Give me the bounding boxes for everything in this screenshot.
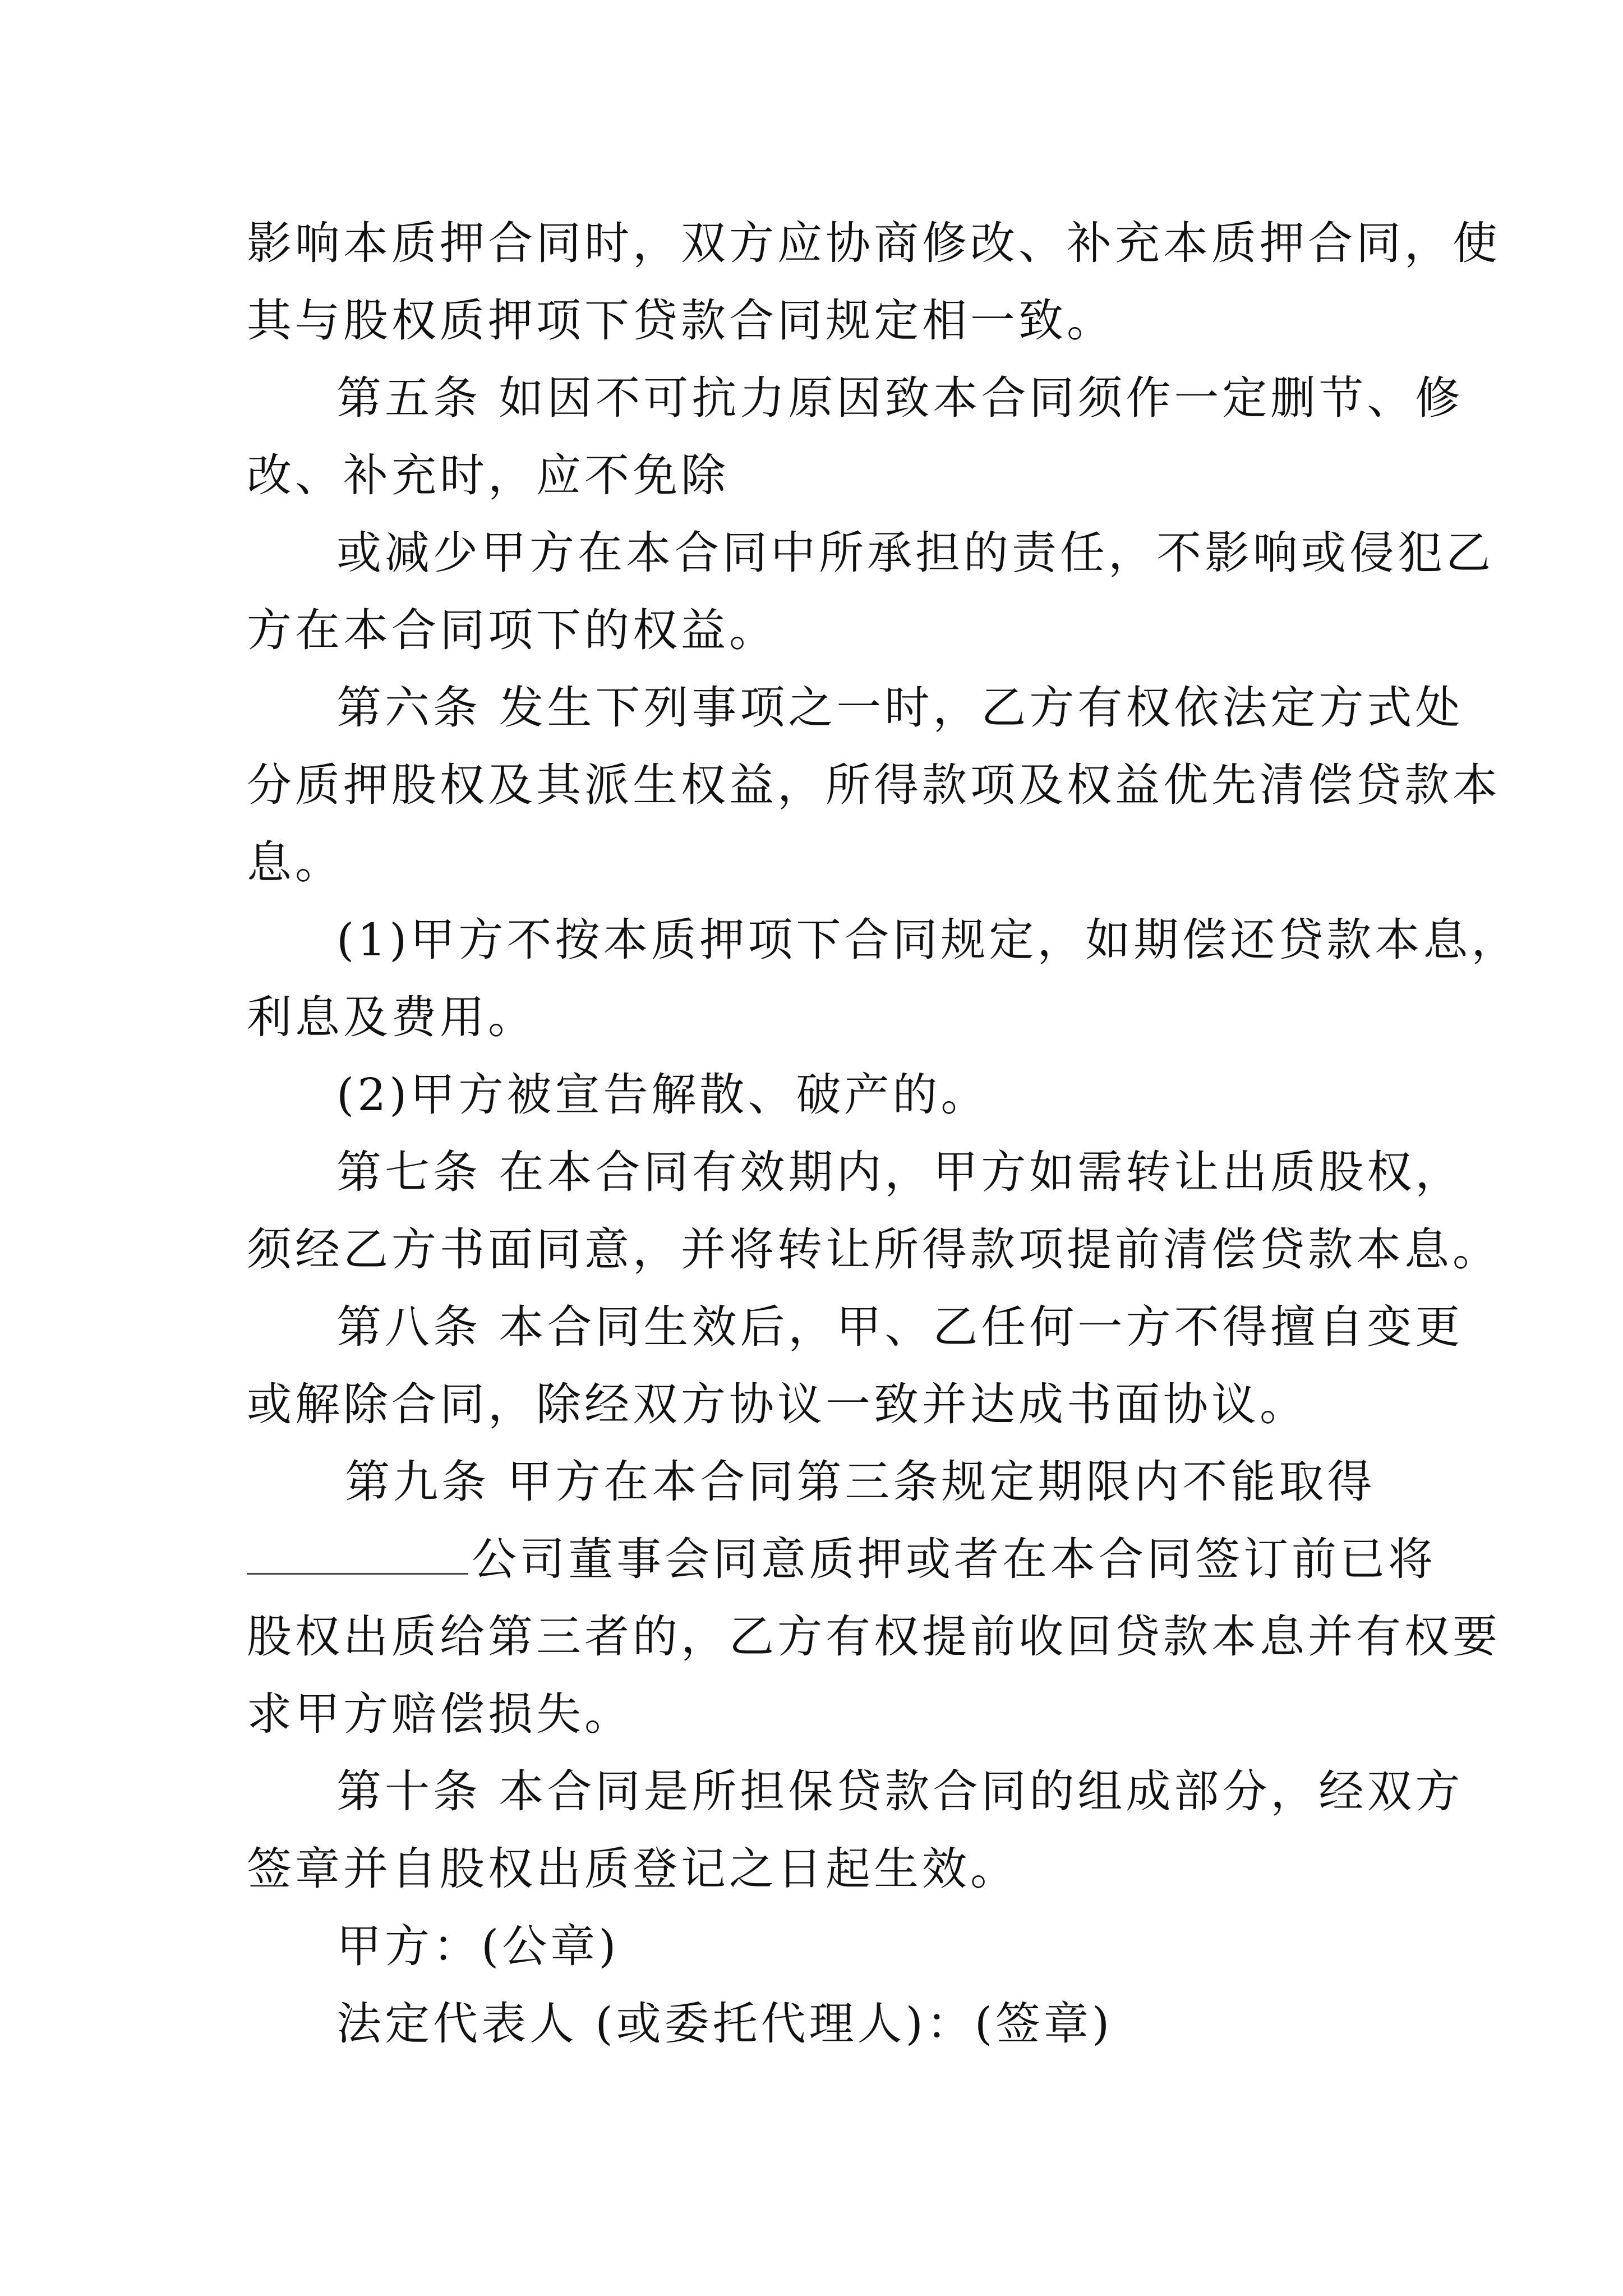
article-8-line: 第八条 本合同生效后，甲、乙任何一方不得擅自变更 <box>336 1301 1464 1353</box>
paragraph-line: 求甲方赔偿损失。 <box>247 1688 633 1740</box>
paragraph-line: 须经乙方书面同意，并将转让所得款项提前清偿贷款本息。 <box>247 1223 1501 1276</box>
paragraph-line: 影响本质押合同时，双方应协商修改、补充本质押合同，使 <box>247 217 1501 269</box>
paragraph-line: 分质押股权及其派生权益，所得款项及权益优先清偿贷款本 <box>247 759 1501 811</box>
paragraph-line: 其与股权质押项下贷款合同规定相一致。 <box>247 295 1115 347</box>
paragraph-line: 方在本合同项下的权益。 <box>247 604 777 656</box>
list-item-2-line: (2)甲方被宣告解散、破产的。 <box>336 1069 989 1121</box>
fill-in-blank <box>247 1534 468 1575</box>
paragraph-text: 公司董事会同意质押或者在本合同签订前已将 <box>472 1533 1436 1585</box>
paragraph-line: 利息及费用。 <box>247 991 536 1043</box>
paragraph-line: 或解除合同，除经双方协议一致并达成书面协议。 <box>247 1378 1308 1430</box>
paragraph-line: 签章并自股权出质登记之日起生效。 <box>247 1843 1018 1895</box>
paragraph-line: 改、补充时，应不免除 <box>247 449 729 501</box>
article-5-line: 第五条 如因不可抗力原因致本合同须作一定删节、修 <box>336 372 1464 424</box>
article-10-line: 第十条 本合同是所担保贷款合同的组成部分，经双方 <box>336 1765 1464 1818</box>
paragraph-line: 或减少甲方在本合同中所承担的责任，不影响或侵犯乙 <box>336 527 1494 579</box>
article-9-line: 第九条 甲方在本合同第三条规定期限内不能取得 <box>345 1456 1376 1508</box>
article-6-line: 第六条 发生下列事项之一时，乙方有权依法定方式处 <box>336 682 1464 734</box>
legal-representative-signature-line: 法定代表人 (或委托代理人)：(签章) <box>336 1998 1113 2050</box>
paragraph-line: 息。 <box>247 836 343 889</box>
party-a-signature-line: 甲方：(公章) <box>336 1920 620 1972</box>
list-item-1-line: (1)甲方不按本质押项下合同规定，如期偿还贷款本息， <box>336 914 1520 966</box>
paragraph-line-with-blank <box>247 1531 1436 1588</box>
article-7-line: 第七条 在本合同有效期内，甲方如需转让出质股权， <box>336 1146 1464 1198</box>
paragraph-line: 股权出质给第三者的，乙方有权提前收回贷款本息并有权要 <box>247 1611 1501 1663</box>
